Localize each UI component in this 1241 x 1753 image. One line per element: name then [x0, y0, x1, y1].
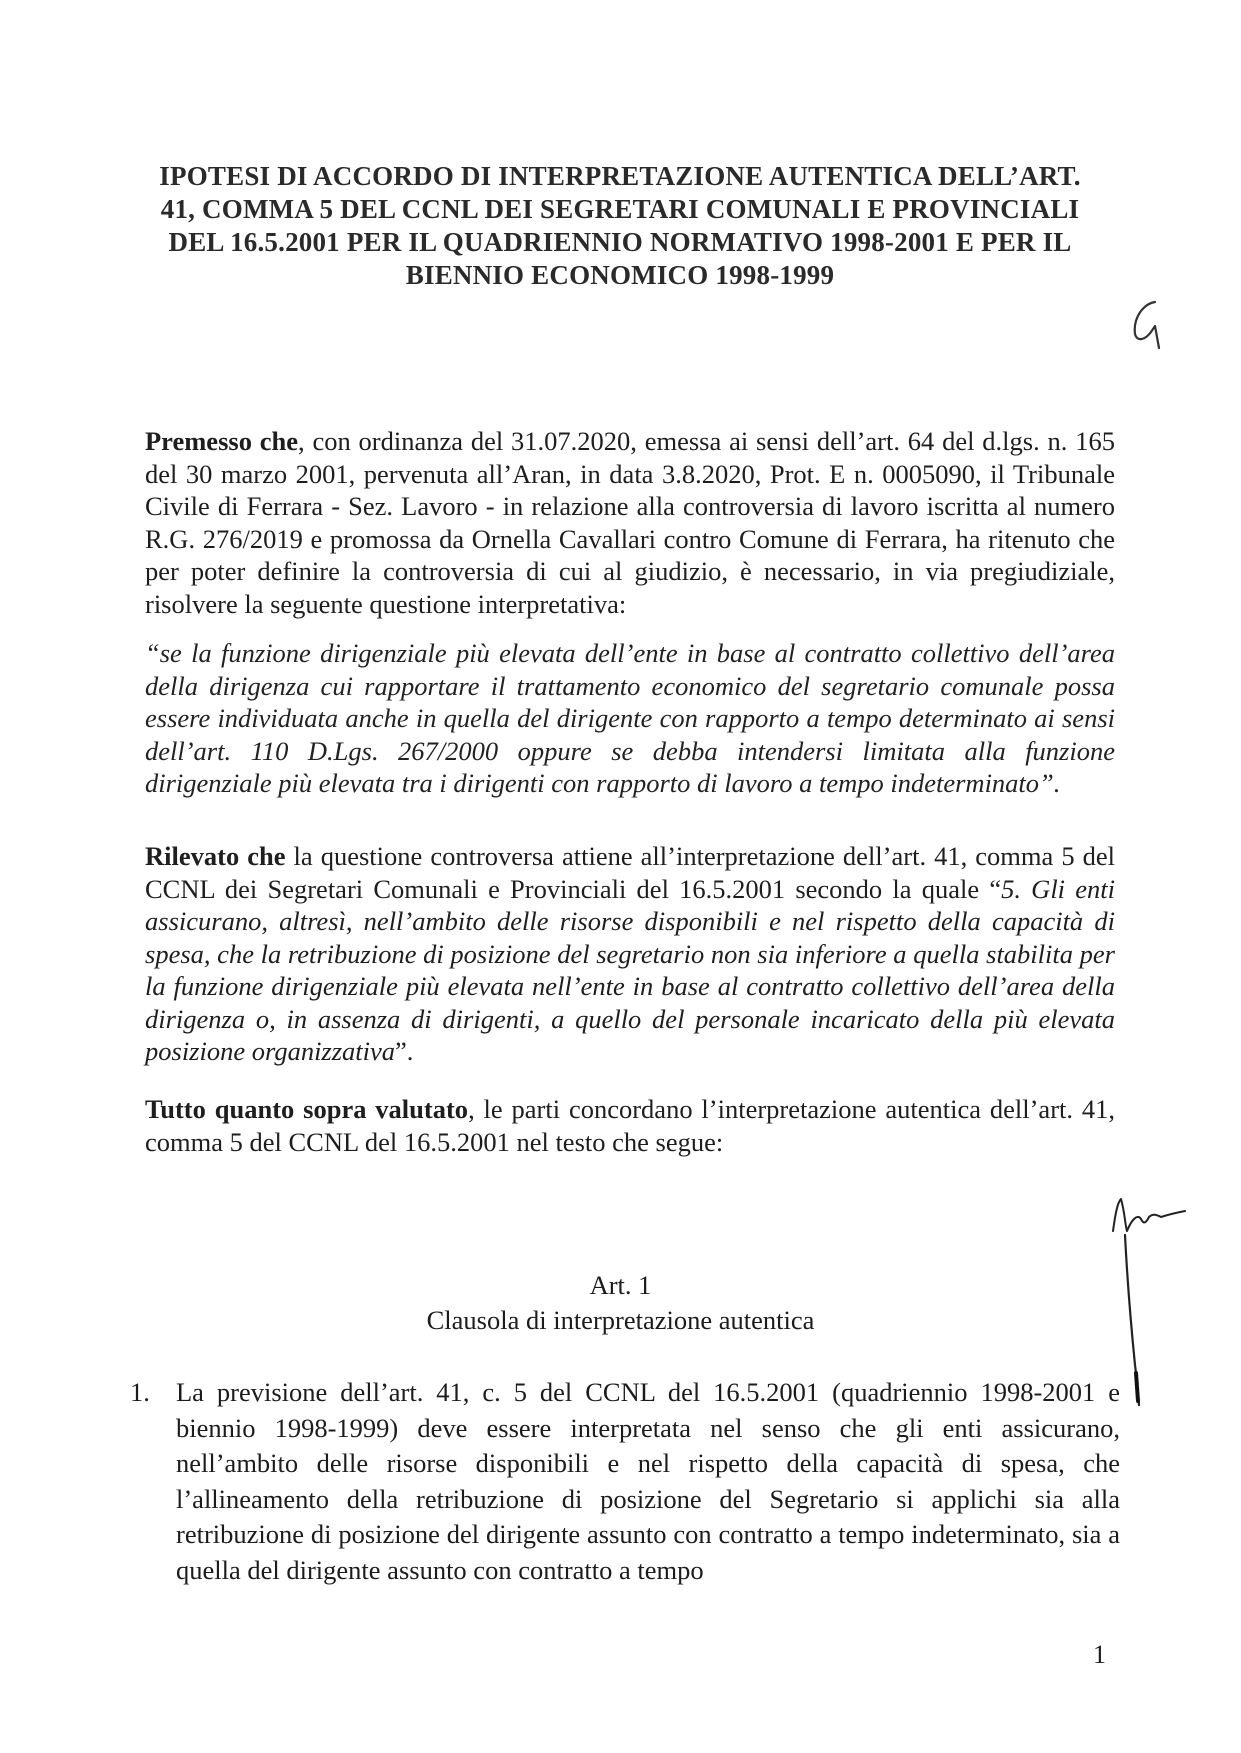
- page-number: 1: [1093, 1640, 1106, 1669]
- clause-number: 1.: [130, 1377, 150, 1407]
- rilevato-lead: Rilevato che: [145, 841, 286, 871]
- interpretative-question-quote: “se la funzione dirigenziale più elevata dell’ente in base al contratto collettivo dell’area della dirigenza cui rapportare il trattamento economico del segretario comunale possa essere individuata anche in quella del dirigente con rapporto a tempo determinato ai sensi dell’art. 110 D.Lgs. 267/2000 oppure se debba intendersi limitata alla funzione dirigenziale più elevata tra i dirigenti con rapporto di lavoro a tempo indeterminato”.: [145, 638, 1115, 798]
- rilevato-paragraph: [145, 840, 1115, 1068]
- tutto-paragraph: [145, 1093, 1115, 1158]
- rilevato-text: la questione controversa attiene all’interpretazione dell’art. 41, comma 5 del CCNL dei Segretari Comunali e Provinciali del 16.5.2001 secondo la quale “: [145, 841, 1115, 904]
- premesso-lead: Premesso che: [145, 426, 299, 456]
- title-line-2: 41, COMMA 5 DEL CCNL DEI SEGRETARI COMUNALI E PROVINCIALI: [160, 194, 1080, 224]
- premesso-text: , con ordinanza del 31.07.2020, emessa ai sensi dell’art. 64 del d.lgs. n. 165 del 30 marzo 2001, pervenuta all’Aran, in data 3.8.2020, Prot. E n. 0005090, il Tribunale Civile di Ferrara - Sez. Lavoro - in relazione alla controversia di lavoro iscritta al numero R.G. 276/2019 e promossa da Ornella Cavallari contro Comune di Ferrara, ha ritenuto che per poter definire la controversia di cui al giudizio, è necessario, in via pregiudiziale, risolvere la seguente questione interpretativa:: [145, 426, 1115, 619]
- document-title: [125, 160, 1115, 292]
- article-subtitle: Clausola di interpretazione autentica: [426, 1305, 815, 1335]
- rilevato-quote: 5. Gli enti assicurano, altresì, nell’ambito delle risorse disponibili e nel rispetto della capacità di spesa, che la retribuzione di posizione del segretario non sia inferiore a quella stabilita per la funzione dirigenziale più elevata nell’ente in base al contratto collettivo dell’area della dirigenza o, in assenza di dirigenti, a quello del personale incaricato della più elevata posizione organizzativa: [145, 873, 1115, 1066]
- premesso-paragraph: [145, 425, 1115, 620]
- title-line-3: DEL 16.5.2001 PER IL QUADRIENNIO NORMATIVO 1998-2001 E PER IL: [168, 227, 1072, 257]
- article-title: Art. 1: [589, 1270, 652, 1300]
- handwritten-initial-mark: [1125, 290, 1185, 360]
- title-line-4: BIENNIO ECONOMICO 1998-1999: [405, 260, 835, 290]
- clause-text: La previsione dell’art. 41, c. 5 del CCNL del 16.5.2001 (quadriennio 1998-2001 e biennio 1998-1999) deve essere interpretata nel senso che gli enti assicurano, nell’ambito delle risorse disponibili e nel rispetto della capacità di spesa, che l’allineamento della retribuzione di posizione del Segretario si applichi sia alla retribuzione di posizione del dirigente assunto con contratto a tempo indeterminato, sia a quella del dirigente assunto con contratto a tempo: [176, 1377, 1120, 1585]
- article-heading: [0, 1268, 1241, 1338]
- rilevato-close: ”.: [395, 1036, 414, 1066]
- title-line-1: IPOTESI DI ACCORDO DI INTERPRETAZIONE AUTENTICA DELL’ART.: [159, 161, 1081, 191]
- tutto-text: , le parti concordano l’interpretazione autentica dell’art. 41, comma 5 del CCNL del 16.5.2001 nel testo che segue:: [145, 1094, 1115, 1157]
- tutto-lead: Tutto quanto sopra valutato: [145, 1094, 469, 1124]
